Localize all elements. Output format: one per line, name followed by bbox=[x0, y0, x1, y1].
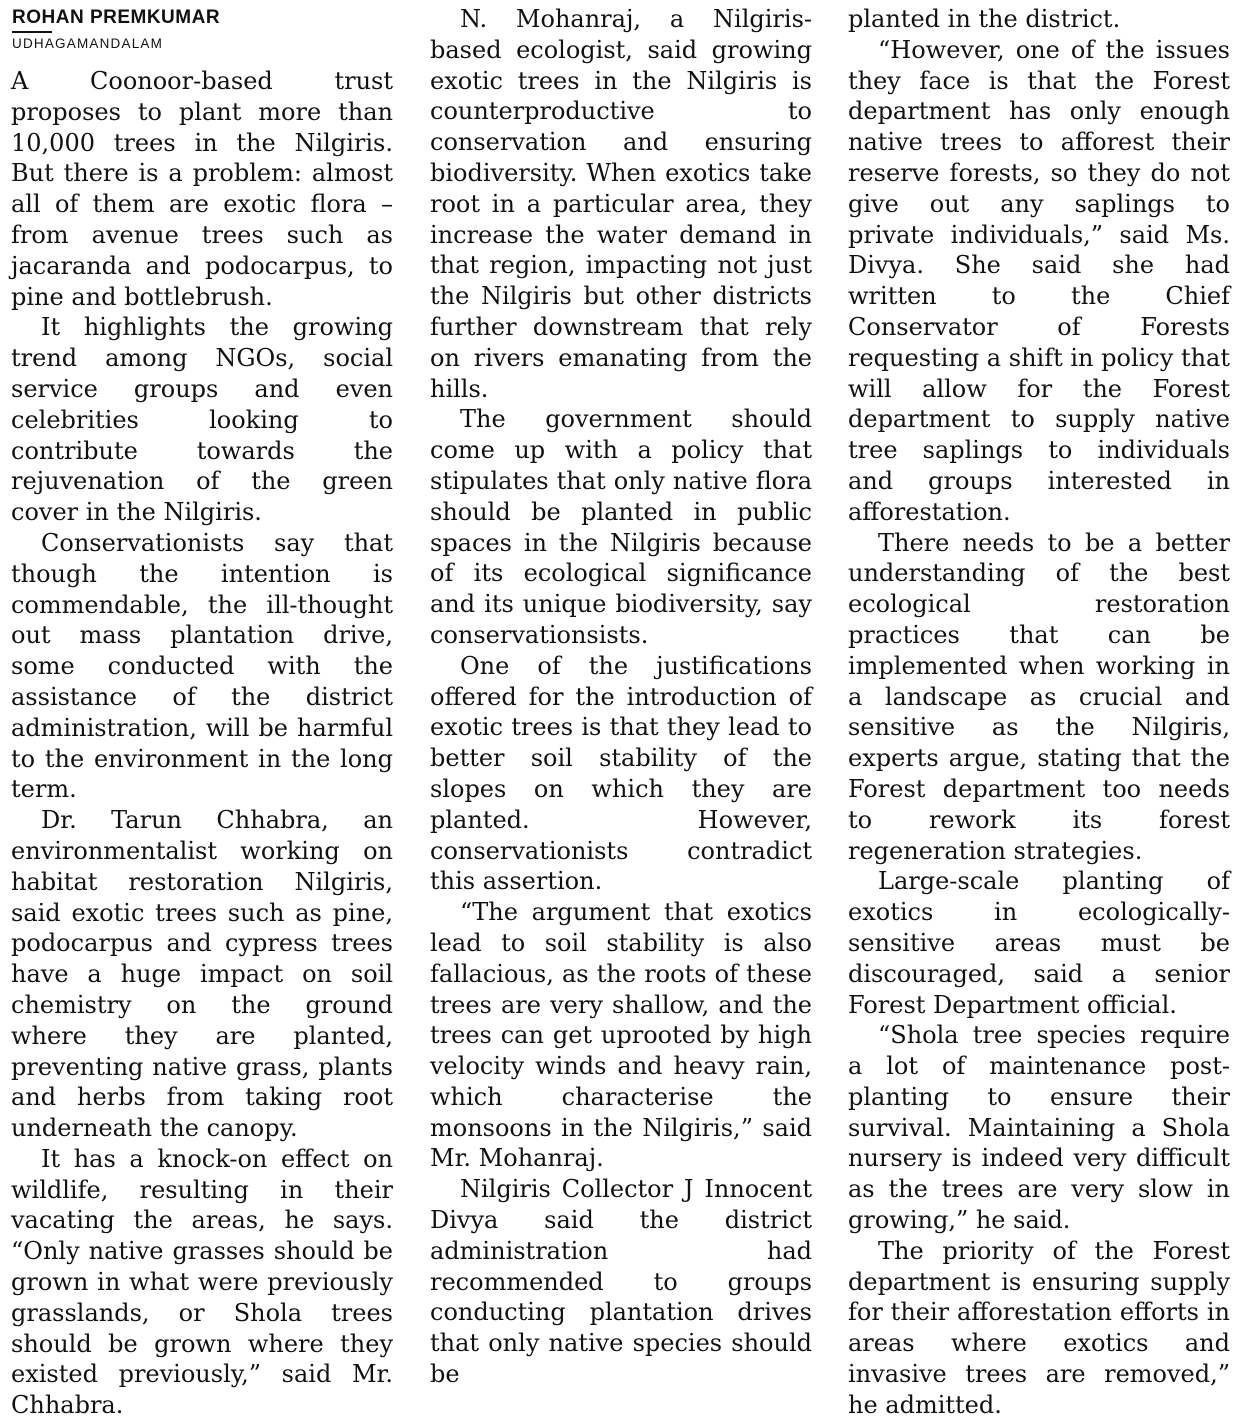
paragraph: N. Mohanraj, a Nilgiris-based ecologist, said growing exotic trees in the Nilgiris is counterproductive to conservation and ensuring biodiversity. When exotics take root in a particular area, they increase the water demand in that region, impacting not just the Nilgiris but other districts further downstream that rely on rivers emanating from the hills. bbox=[430, 5, 812, 403]
author-rule bbox=[12, 31, 52, 33]
paragraph: “However, one of the issues they face is that the Forest department has only enough native trees to afforest their reserve forests, so they do not give out any saplings to private individuals,” said Ms. Divya. She said she had written to the Chief Conservator of Forests requesting a shift in policy that will allow for the Forest department to supply native tree saplings to individuals and groups interested in afforestation. bbox=[848, 35, 1230, 526]
author-name: ROHAN PREMKUMAR bbox=[12, 7, 221, 28]
paragraph: Large-scale planting of exotics in ecologically-sensitive areas must be discouraged, said a senior Forest Department official. bbox=[848, 867, 1230, 1019]
paragraph: There needs to be a better understanding of the best ecological restoration practices that can be implemented when working in a landscape as crucial and sensitive as the Nilgiris, experts argue, stating that the Forest department too needs to rework its forest regeneration strategies. bbox=[848, 528, 1230, 865]
paragraph: Dr. Tarun Chhabra, an environmentalist working on habitat restoration Nilgiris, said exotic trees such as pine, podocarpus and cypress trees have a huge impact on soil chemistry on the ground where they are planted, preventing native grass, plants and herbs from taking root underneath the canopy. bbox=[11, 806, 393, 1143]
paragraph-continued: planted in the district. bbox=[848, 5, 1121, 33]
paragraph: “Shola tree species require a lot of maintenance post-planting to ensure their survival. Maintaining a Shola nursery is indeed very difficult as the trees are very slow in growing,” he said. bbox=[848, 1021, 1230, 1235]
paragraph: The priority of the Forest department is ensuring supply for their afforestation efforts in areas where exotics and invasive trees are removed,” he admitted. bbox=[848, 1236, 1230, 1419]
paragraph: One of the justifications offered for the introduction of exotic trees is that they lead to better soil stability of the slopes on which they are planted. However, conservationists contradict this assertion. bbox=[430, 651, 812, 896]
dateline: UDHAGAMANDALAM bbox=[12, 36, 164, 51]
paragraph: Nilgiris Collector J Innocent Divya said the district administration had recommended to groups conducting plantation drives that only native species should be bbox=[430, 1175, 812, 1389]
paragraph: “The argument that exotics lead to soil stability is also fallacious, as the roots of these trees are very shallow, and the trees can get uprooted by high velocity winds and heavy rain, which characterise the monsoons in the Nilgiris,” said Mr. Mohanraj. bbox=[430, 898, 812, 1173]
paragraph: Conservationists say that though the intention is commendable, the ill-thought out mass plantation drive, some conducted with the assistance of the district administration, will be harmful to the environment in the long term. bbox=[11, 528, 393, 804]
paragraph: The government should come up with a policy that stipulates that only native flora should be planted in public spaces in the Nilgiris because of its ecological significance and its unique biodiversity, say conservationsists. bbox=[430, 405, 812, 649]
paragraph: It has a knock-on effect on wildlife, resulting in their vacating the areas, he says. “Only native grasses should be grown in what were previously grasslands, or Shola trees should be grown where they existed previously,” said Mr. Chhabra. bbox=[11, 1144, 393, 1420]
paragraph: A Coonoor-based trust proposes to plant more than 10,000 trees in the Nilgiris. But there is a problem: almost all of them are exotic flora – from avenue trees such as jacaranda and podocarpus, to pine and bottlebrush. bbox=[11, 67, 393, 311]
byline bbox=[12, 6, 402, 53]
article-column-2 bbox=[430, 4, 812, 1389]
article-column-3 bbox=[848, 4, 1230, 1419]
article-column-1 bbox=[11, 66, 393, 1420]
paragraph: It highlights the growing trend among NGOs, social service groups and even celebrities looking to contribute towards the rejuvenation of the green cover in the Nilgiris. bbox=[11, 313, 393, 527]
